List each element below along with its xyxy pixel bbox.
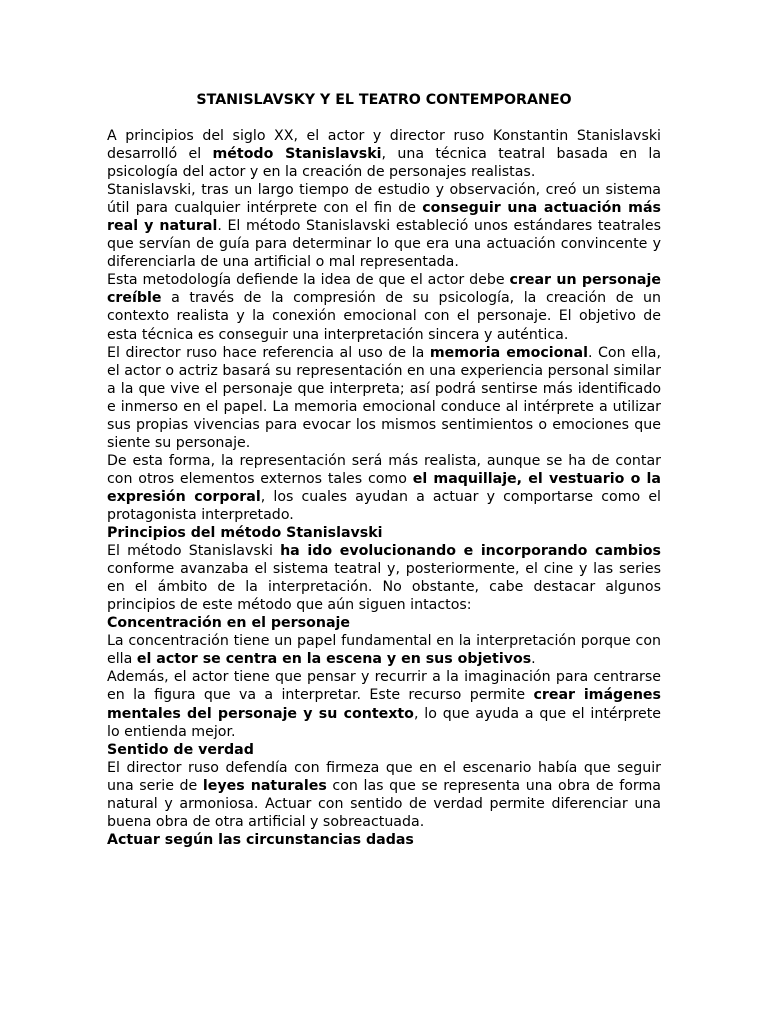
text-run: , lo que ayuda a que el intérprete lo entienda mejor. (107, 705, 662, 740)
body-paragraph (107, 181, 661, 271)
bold-text: ha ido evolucionando e incorporando cambios (280, 543, 661, 560)
text-run: El director ruso defendía con firmeza que en el escenario había que seguir una serie de (107, 759, 661, 794)
text-run: con las que se representa una obra de forma natural y armoniosa. Actuar con sentido de verdad permite diferenciar una buena obra de otra artificial y sobreactuada. (107, 777, 661, 830)
bold-text: el maquillaje, el vestuario o la expresión corporal (107, 470, 661, 505)
text-run: La concentración tiene un papel fundamental en la interpretación porque con ella (107, 633, 661, 668)
section-heading: Sentido de verdad (107, 741, 254, 758)
bold-text: leyes naturales (202, 777, 327, 794)
text-run: A principios del siglo XX, el actor y director ruso Konstantin Stanislavski desarrolló el (107, 128, 661, 163)
bold-text: memoria emocional (429, 344, 588, 361)
section-heading: Concentración en el personaje (107, 615, 351, 632)
body-paragraph (107, 127, 661, 181)
document-page (107, 91, 661, 849)
text-run: El método Stanislavski (107, 543, 281, 560)
text-run: , los cuales ayudan a actuar y comportarse como el protagonista interpretado. (107, 488, 662, 523)
text-run: , una técnica teatral basada en la psicología del actor y en la creación de personajes realistas. (107, 146, 662, 181)
bold-text: conseguir una actuación más real y natural (107, 200, 661, 235)
text-run: conforme avanzaba el sistema teatral y, posteriormente, el cine y las series en el ámbito de la interpretación. No obstante, cabe destacar algunos principios de este método que aún siguen intactos: (107, 561, 661, 614)
bold-text: crear un personaje creíble (107, 272, 661, 307)
text-run: De esta forma, la representación será más realista, aunque se ha de contar con otros elementos externos tales como (107, 452, 661, 487)
body-paragraph (107, 542, 661, 614)
text-run: . El método Stanislavski estableció unos estándares teatrales que servían de guía para determinar lo que era una actuación convincente y diferenciarla de una artificial o mal representada. (107, 218, 661, 271)
body-paragraph (107, 759, 661, 831)
text-run: Además, el actor tiene que pensar y recurrir a la imaginación para centrarse en la figura que va a interpretar. Este recurso permite (107, 669, 661, 704)
section-heading: Principios del método Stanislavski (107, 525, 383, 542)
body-paragraph (107, 452, 661, 524)
bold-text: crear imágenes mentales del personaje y su contexto (107, 687, 661, 722)
bold-text: el actor se centra en la escena y en sus objetivos (136, 651, 532, 668)
body-paragraph (107, 344, 661, 452)
text-run: . (531, 651, 536, 668)
section-heading: Actuar según las circunstancias dadas (107, 831, 414, 848)
document-title: STANISLAVSKY Y EL TEATRO CONTEMPORANEO (196, 92, 572, 108)
bold-text: método Stanislavski (212, 146, 382, 163)
text-run: Stanislavski, tras un largo tiempo de estudio y observación, creó un sistema útil para cualquier intérprete con el fin de (107, 182, 661, 217)
text-run: Esta metodología defiende la idea de que el actor debe (107, 272, 510, 289)
body-paragraph (107, 632, 661, 668)
text-run: El director ruso hace referencia al uso de la (107, 344, 430, 361)
body-paragraph (107, 668, 661, 740)
text-run: . Con ella, el actor o actriz basará su representación en una experiencia personal similar a la que vive el personaje que interpreta; así podrá sentirse más identificado e inmerso en el papel. La memoria emocional conduce al intérprete a utilizar sus propias vivencias para evocar los mismos sentimientos o emociones que siente su personaje. (107, 344, 661, 451)
body-paragraph (107, 271, 661, 343)
text-run: a través de la compresión de su psicología, la creación de un contexto realista y la conexión emocional con el personaje. El objetivo de esta técnica es conseguir una interpretación sincera y auténtica. (107, 290, 661, 343)
document-body (107, 127, 661, 849)
